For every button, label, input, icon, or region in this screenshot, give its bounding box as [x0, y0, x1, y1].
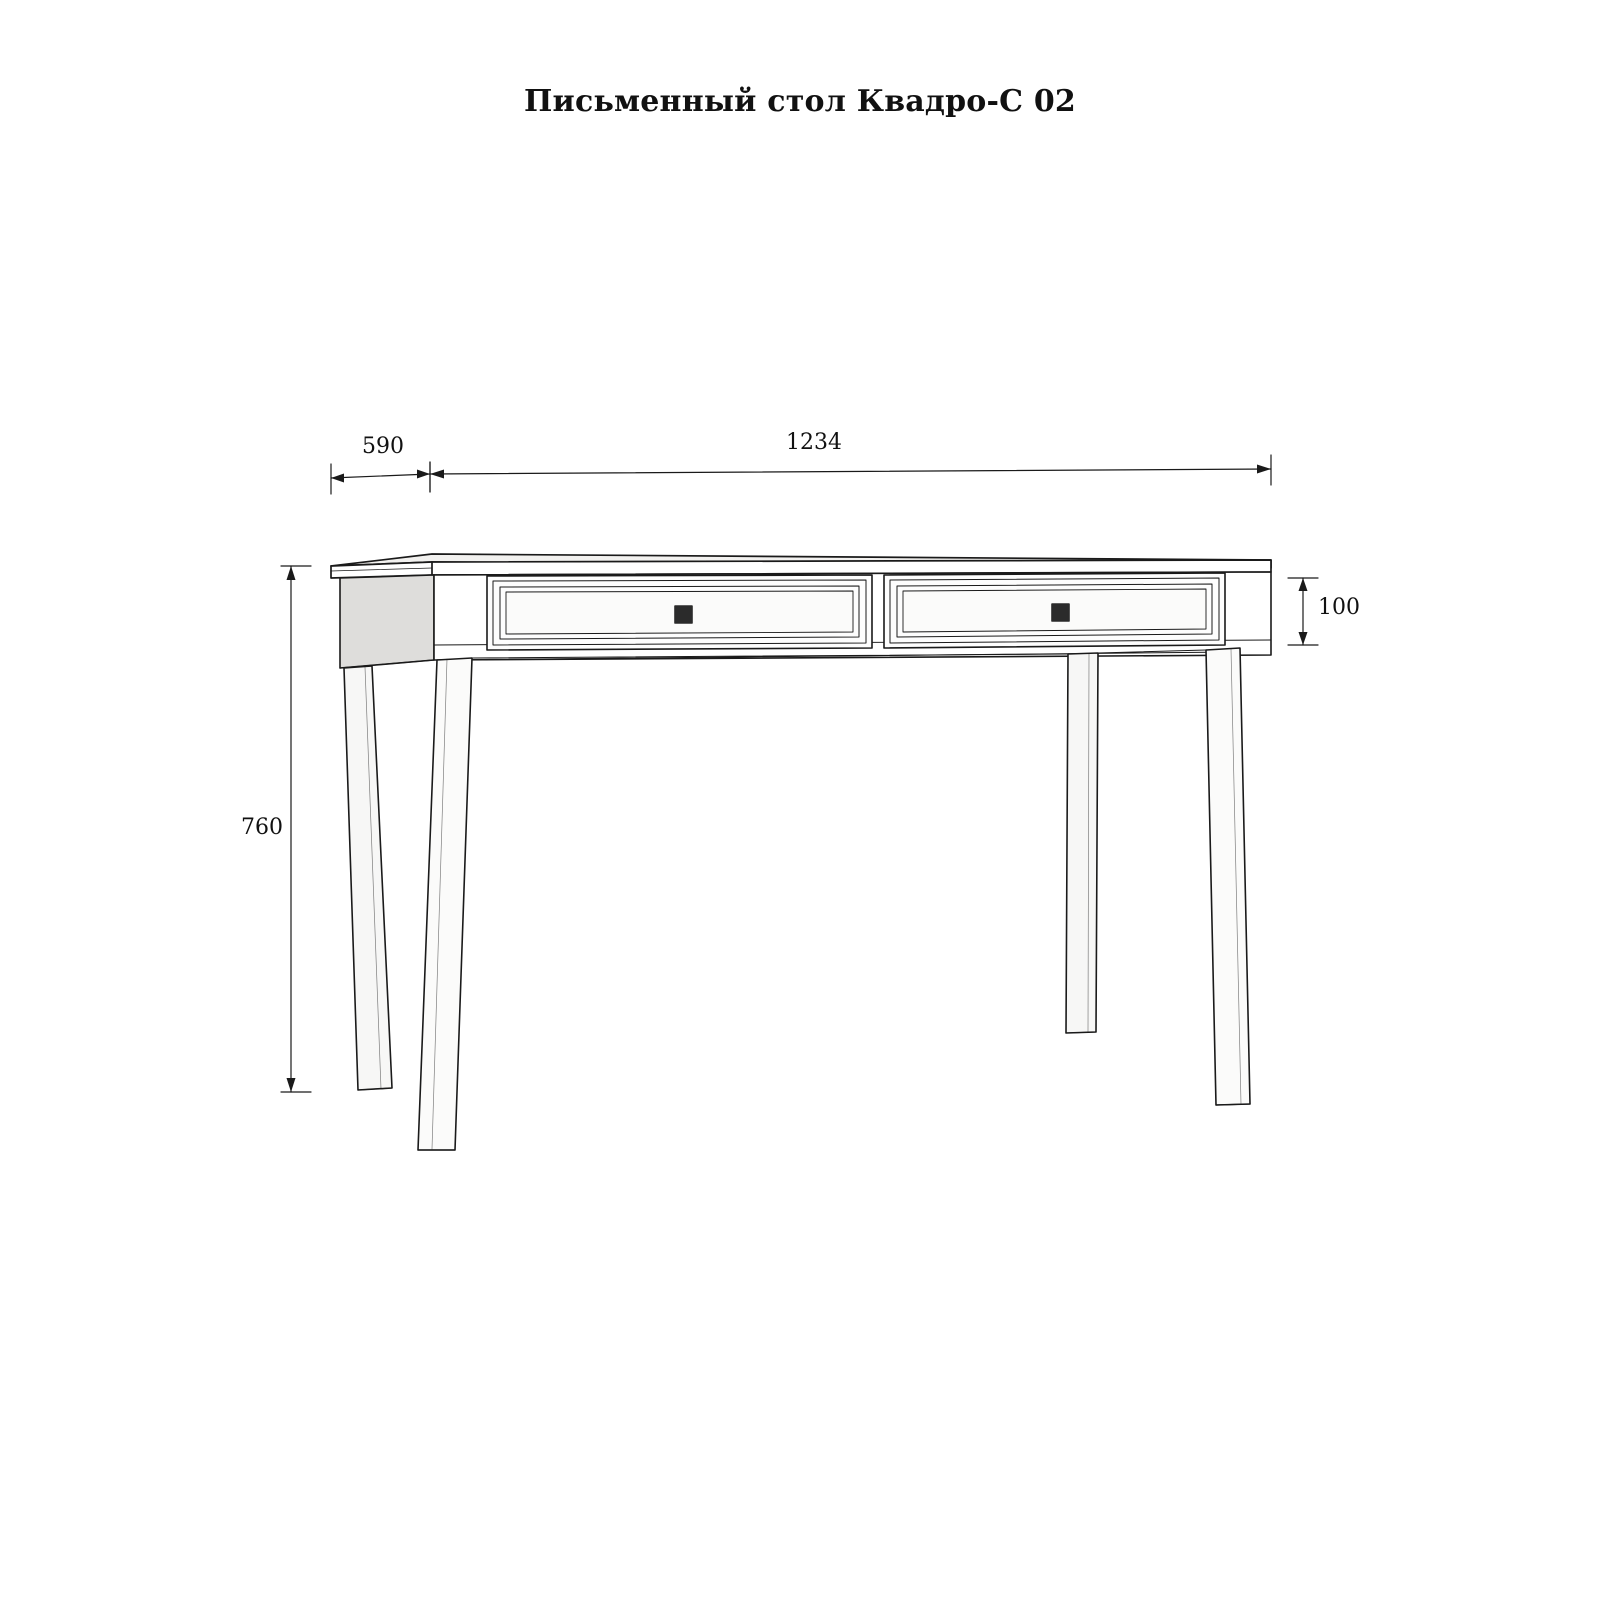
- dimension-label-apron-height: 100: [1318, 595, 1360, 620]
- leg-front-right-shape: [1206, 648, 1250, 1105]
- leg-back-left-shape: [344, 666, 392, 1090]
- dim-arrow-590-left: [331, 474, 344, 483]
- dim-arrow-1234-right: [1257, 465, 1271, 474]
- dimension-label-width: 1234: [786, 430, 842, 455]
- leg-front-right: [1206, 648, 1250, 1105]
- drawer-left-handle: [675, 606, 692, 623]
- dim-arrow-590-right: [417, 470, 430, 479]
- side-panel: [340, 575, 434, 668]
- drawer-right-handle: [1052, 604, 1069, 621]
- dim-arrow-1234-left: [430, 470, 444, 479]
- leg-back-left: [344, 666, 392, 1090]
- drawer-left: [487, 575, 872, 650]
- side-panel-face: [340, 575, 434, 668]
- page-title: Письменный стол Квадро-С 02: [524, 84, 1076, 119]
- dimension-label-depth: 590: [362, 434, 404, 459]
- dim-arrow-760-bottom: [287, 1078, 296, 1092]
- leg-back-right: [1066, 653, 1098, 1033]
- drawer-right: [884, 573, 1225, 648]
- dim-arrow-100-top: [1299, 578, 1308, 591]
- dim-arrow-760-top: [287, 566, 296, 580]
- dim-arrow-100-bottom: [1299, 632, 1308, 645]
- dimension-label-height: 760: [241, 815, 283, 840]
- dim-line-1234: [430, 469, 1271, 474]
- leg-back-right-shape: [1066, 653, 1098, 1033]
- dim-line-590: [331, 474, 430, 478]
- leg-front-left: [418, 658, 472, 1150]
